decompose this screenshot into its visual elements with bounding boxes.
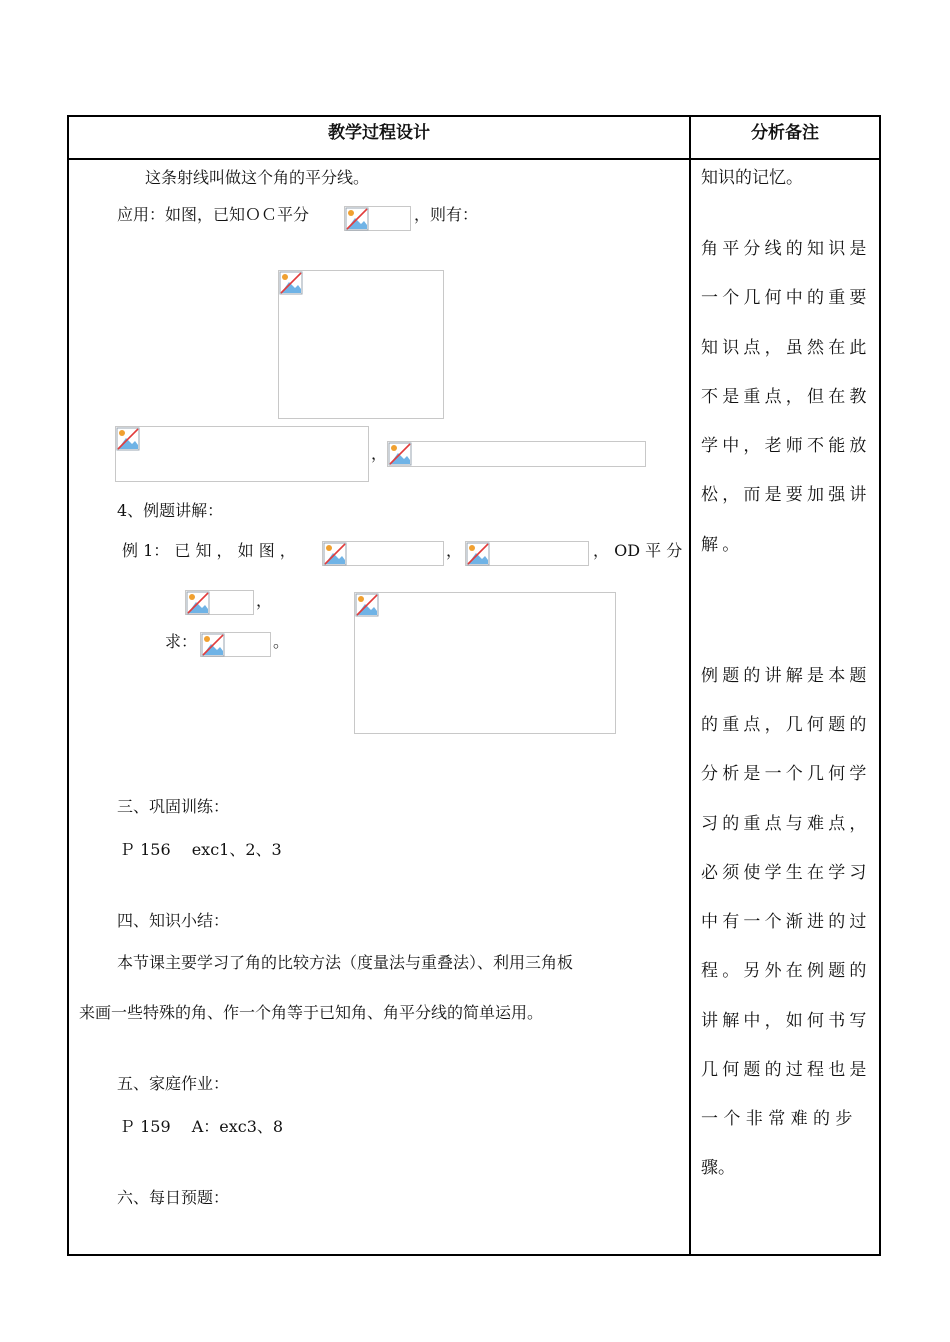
note-line: 学中，老师不能放 [701, 436, 871, 456]
formula-image [200, 632, 271, 657]
comma: ， [446, 541, 463, 560]
broken-image-icon [355, 593, 379, 617]
broken-image-icon [201, 633, 225, 657]
formula-image [387, 441, 646, 467]
find-prefix: 求： [165, 632, 198, 651]
section-examples: 4、例题讲解： [117, 501, 224, 520]
comma: ， [371, 444, 388, 463]
section-summary: 四、知识小结： [117, 911, 230, 930]
note-line: 角平分线的知识是 [701, 239, 871, 259]
find-suffix: 。 [273, 632, 290, 651]
note-line: 必须使学生在学习 [701, 863, 871, 883]
note-line: 一个几何中的重要 [701, 288, 871, 308]
note-line: 中有一个渐进的过 [701, 912, 871, 932]
homework-exercises: Ｐ 159 A：exc3、8 [119, 1117, 284, 1136]
broken-image-icon [116, 427, 140, 451]
application-suffix: ，则有： [414, 205, 479, 224]
figure-example-1 [354, 592, 616, 734]
header-teaching-process: 教学过程设计 [328, 123, 430, 143]
header-analysis-notes: 分析备注 [751, 123, 819, 143]
formula-image [465, 541, 589, 566]
section-practice: 三、巩固训练： [117, 797, 230, 816]
summary-line-1: 本节课主要学习了角的比较方法（度量法与重叠法）、利用三角板 [117, 953, 574, 972]
example-1-od-bisects: ， OD 平 分 [593, 541, 683, 560]
broken-image-icon [466, 542, 490, 566]
broken-image-icon [323, 542, 347, 566]
summary-line-2: 来画一些特殊的角、作一个角等于已知角、角平分线的简单运用。 [79, 1003, 544, 1022]
note-line: 解。 [701, 535, 744, 555]
formula-image [322, 541, 444, 566]
note-line: 不是重点，但在教 [701, 387, 871, 407]
note-line: 讲解中，如何书写 [701, 1011, 871, 1031]
note-line: 一 个 非 常 难 的 步 [701, 1109, 853, 1129]
comma: ， [256, 591, 273, 610]
formula-image [344, 206, 411, 231]
note-line: 知识点，虽然在此 [701, 338, 871, 358]
formula-image [185, 590, 254, 615]
note-line: 骤。 [701, 1158, 735, 1178]
note-line: 几何题的过程也是 [701, 1060, 871, 1080]
practice-exercises: Ｐ 156 exc1、2、3 [119, 840, 282, 859]
application-prefix: 应用：如图，已知ＯＣ平分 [117, 205, 310, 224]
note-line: 习的重点与难点， [701, 814, 871, 834]
figure-angle-bisector [278, 270, 444, 419]
note-line: 例题的讲解是本题 [701, 666, 871, 686]
column-divider [689, 115, 691, 1256]
formula-image [115, 426, 369, 482]
note-line: 知识的记忆。 [701, 168, 803, 188]
header-divider [67, 158, 881, 160]
bisector-definition: 这条射线叫做这个角的平分线。 [145, 168, 370, 187]
note-line: 程。另外在例题的 [701, 961, 871, 981]
broken-image-icon [279, 271, 303, 295]
broken-image-icon [186, 591, 210, 615]
broken-image-icon [388, 442, 412, 466]
note-line: 分析是一个几何学 [701, 764, 871, 784]
note-line: 的重点，几何题的 [701, 715, 871, 735]
section-homework: 五、家庭作业： [117, 1074, 230, 1093]
section-daily-preview: 六、每日预题： [117, 1188, 230, 1207]
note-line: 松，而是要加强讲 [701, 485, 871, 505]
example-1-prefix: 例 1： 已 知 ， 如 图 ， [122, 541, 296, 560]
broken-image-icon [345, 207, 369, 231]
